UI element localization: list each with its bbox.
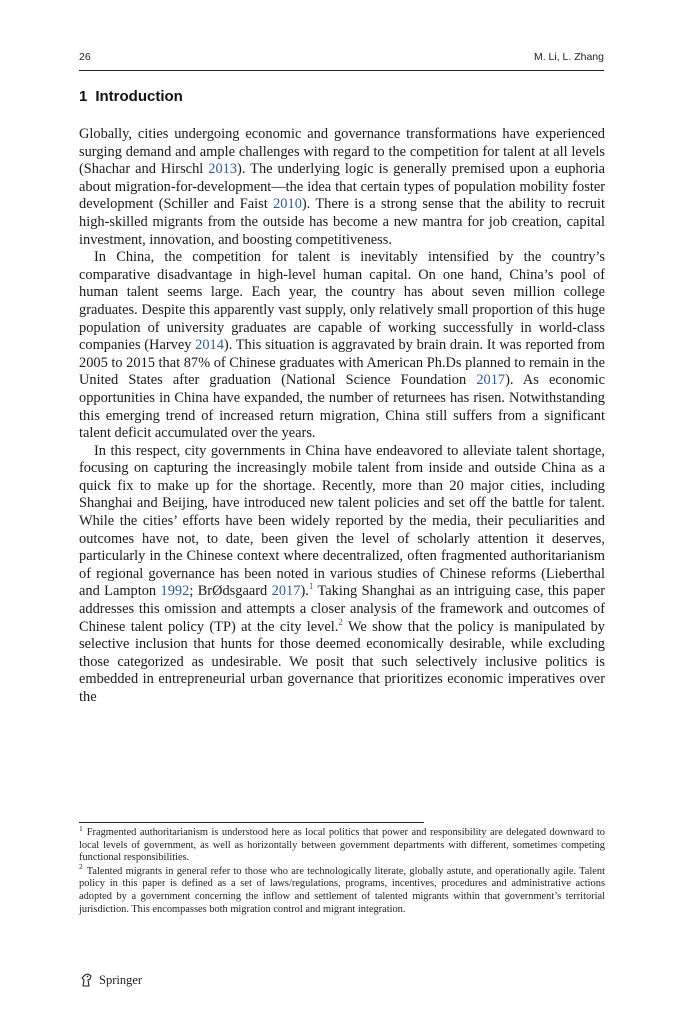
text-run: ). There is a strong sense that the ability to recruit high-skilled migrants from the outside has become a new mantra for job creation, capital investment, innovation, and boosting competitiveness. <box>79 196 606 248</box>
body-text <box>79 126 605 707</box>
springer-horse-icon <box>79 972 95 988</box>
text-run: ). As economic opportunities in China have expanded, the number of returnees has risen. Notwithstanding this emerging trend of increased return migration, China still suffers from a significant talent deficit accumulated over the years. <box>79 372 605 442</box>
text-run: We show that the policy is manipulated by selective inclusion that hunts for those deemed economically desirable, while excluding those categorized as undesirable. We posit that such selectively inclusive politics is embedded in entrepreneurial urban governance that prioritizes economic imperatives over the <box>79 618 605 705</box>
paragraph <box>79 126 605 249</box>
footnote-text: Fragmented authoritarianism is understood here as local politics that power and responsibility are delegated downward to local levels of government, as well as horizontally between government departments with different, sometimes competing functional responsibilities. <box>79 827 605 864</box>
header-rule <box>79 70 604 71</box>
text-run: In this respect, city governments in China have endeavored to alleviate talent shortage, focusing on capturing the increasingly mobile talent from inside and outside China as a quick fix to make up for the shortage. Recently, more than 20 major cities, including Shanghai and Beijing, have introduced new talent policies and set off the battle for talent. While the cities’ efforts have been widely reported by the media, their peculiarities and outcomes have not, to date, been given the level of scholarly attention it deserves, particularly in the Chinese context where decentralized, often fragmented authoritarianism of regional governance has been noted in various studies of Chinese reforms (Lieberthal and Lampton <box>79 442 605 600</box>
text-run: Taking Shanghai as an intriguing case, this paper addresses this omission and attempts a closer analysis of the framework and outcomes of Chinese talent policy (TP) at the city level. <box>79 583 605 635</box>
paragraph <box>79 249 605 443</box>
running-authors: M. Li, L. Zhang <box>533 51 604 63</box>
citation-link[interactable]: 2017 <box>271 583 301 600</box>
text-run: In China, the competition for talent is inevitably intensified by the country’s comparative disadvantage in high-level human capital. On one hand, China’s pool of human talent seems large. Each year, the country has about seven million college graduates. Despite this apparently vast supply, only relatively small proportion of this huge population of university graduates are capable of working successfully in world-class companies (Harvey <box>79 249 605 354</box>
footnote-number: 1 <box>79 823 83 833</box>
footnote-marker[interactable]: 1 <box>308 581 314 592</box>
footnote <box>79 862 605 916</box>
footnote-marker[interactable]: 2 <box>338 616 343 627</box>
footnote <box>79 823 605 865</box>
section-heading <box>79 88 183 105</box>
running-header <box>79 51 604 67</box>
footnote-number: 2 <box>79 862 83 872</box>
text-run: ; BrØdsgaard <box>189 583 272 600</box>
publisher-footer <box>79 972 142 988</box>
footnotes <box>79 823 605 917</box>
text-run: Globally, cities undergoing economic and governance transformations have experienced surging demand and ample challenges with regard to the competition for talent at all levels (Shachar and Hirschl <box>79 126 605 178</box>
citation-link[interactable]: 1992 <box>160 583 190 600</box>
footnote-text: Talented migrants in general refer to those who are technologically literate, globally astute, and operationally agile. Talent policy in this paper is defined as a set of laws/regulations, programs, incentives, procedures and administrative actions adopted by a government concerning the inflow and settlement of talented migrants within that government’s territorial jurisdiction. This encompasses both migration control and migrant integration. <box>79 865 605 915</box>
section-title: Introduction <box>95 88 183 105</box>
text-run: ). This situation is aggravated by brain drain. It was reported from 2005 to 2015 that 87% of Chinese graduates with American Ph.Ds planned to remain in the United States after graduation (National Science Foundation <box>79 337 605 389</box>
citation-link[interactable]: 2017 <box>476 372 506 389</box>
footnote-rule <box>79 822 424 823</box>
text-run: ). The underlying logic is generally premised upon a euphoria about migration-for-development—the idea that certain types of population mobility foster development (Schiller and Faist <box>79 161 605 213</box>
text-run: ). <box>300 583 309 600</box>
page-number: 26 <box>79 51 91 63</box>
citation-link[interactable]: 2013 <box>208 161 238 178</box>
paragraph <box>79 443 605 707</box>
publisher-name: Springer <box>99 972 143 987</box>
citation-link[interactable]: 2010 <box>273 196 302 213</box>
section-number: 1 <box>79 88 88 105</box>
citation-link[interactable]: 2014 <box>195 337 224 354</box>
